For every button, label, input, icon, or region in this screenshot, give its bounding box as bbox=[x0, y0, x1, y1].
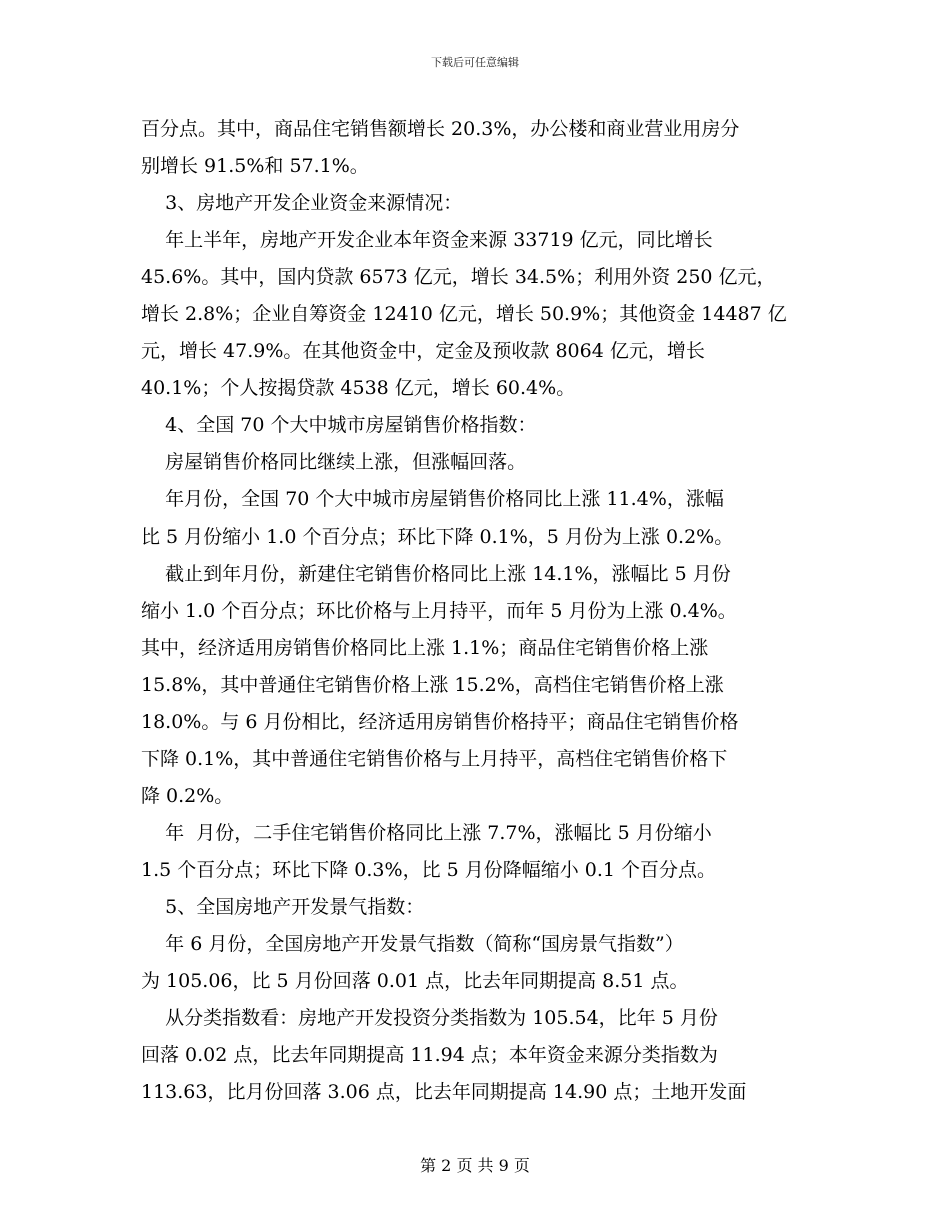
text-line: 年上半年，房地产开发企业本年资金来源 33719 亿元，同比增长 bbox=[141, 229, 713, 252]
text-line: 百分点。其中，商品住宅销售额增长 20.3%，办公楼和商业营业用房分 bbox=[141, 118, 740, 140]
text-line: 缩小 1.0 个百分点；环比价格与上月持平，而年 5 月份为上涨 0.4%。 bbox=[141, 599, 737, 622]
text-line: 5、全国房地产开发景气指数： bbox=[141, 895, 425, 918]
text-line: 降 0.2%。 bbox=[141, 784, 234, 807]
text-line: 3、房地产开发企业资金来源情况： bbox=[141, 192, 463, 215]
text-line: 18.0%。与 6 月份相比，经济适用房销售价格持平；商品住宅销售价格 bbox=[141, 710, 739, 733]
text-line: 为 105.06，比 5 月份回落 0.01 点，比去年同期提高 8.51 点。 bbox=[141, 970, 689, 993]
text-line: 15.8%，其中普通住宅销售价格上涨 15.2%，高档住宅销售价格上涨 bbox=[141, 673, 724, 696]
text-line: 比 5 月份缩小 1.0 个百分点；环比下降 0.1%，5 月份为上涨 0.2%。 bbox=[141, 525, 734, 548]
text-line: 40.1%；个人按揭贷款 4538 亿元，增长 60.4%。 bbox=[141, 377, 576, 400]
text-line: 别增长 91.5%和 57.1%。 bbox=[141, 155, 369, 178]
text-line: 年 6 月份，全国房地产开发景气指数（简称“国房景气指数”） bbox=[141, 933, 684, 956]
text-line: 年月份，全国 70 个大中城市房屋销售价格同比上涨 11.4%，涨幅 bbox=[141, 488, 724, 511]
text-line: 45.6%。其中，国内贷款 6573 亿元，增长 34.5%；利用外资 250 亿元， bbox=[141, 266, 776, 289]
text-line: 其中，经济适用房销售价格同比上涨 1.1%；商品住宅销售价格上涨 bbox=[141, 636, 709, 659]
text-line: 增长 2.8%；企业自筹资金 12410 亿元，增长 50.9%；其他资金 14487 亿 bbox=[141, 303, 787, 326]
text-line: 截止到年月份，新建住宅销售价格同比上涨 14.1%，涨幅比 5 月份 bbox=[141, 562, 731, 585]
document-body bbox=[141, 111, 811, 1111]
page-header: 下载后可任意编辑 bbox=[431, 56, 519, 69]
text-line: 113.63，比月份回落 3.06 点，比去年同期提高 14.90 点；土地开发面 bbox=[141, 1081, 747, 1104]
text-line: 年 月份，二手住宅销售价格同比上涨 7.7%，涨幅比 5 月份缩小 bbox=[141, 821, 712, 844]
text-line: 回落 0.02 点，比去年同期提高 11.94 点；本年资金来源分类指数为 bbox=[141, 1044, 718, 1067]
text-line: 元，增长 47.9%。在其他资金中，定金及预收款 8064 亿元，增长 bbox=[141, 340, 705, 363]
text-line: 房屋销售价格同比继续上涨，但涨幅回落。 bbox=[141, 451, 527, 474]
text-line: 下降 0.1%，其中普通住宅销售价格与上月持平，高档住宅销售价格下 bbox=[141, 747, 728, 770]
text-line: 1.5 个百分点；环比下降 0.3%，比 5 月份降幅缩小 0.1 个百分点。 bbox=[141, 858, 717, 881]
page-footer: 第 2 页 共 9 页 bbox=[420, 1156, 530, 1175]
text-line: 从分类指数看：房地产开发投资分类指数为 105.54，比年 5 月份 bbox=[141, 1007, 718, 1030]
text-line: 4、全国 70 个大中城市房屋销售价格指数： bbox=[141, 414, 537, 437]
